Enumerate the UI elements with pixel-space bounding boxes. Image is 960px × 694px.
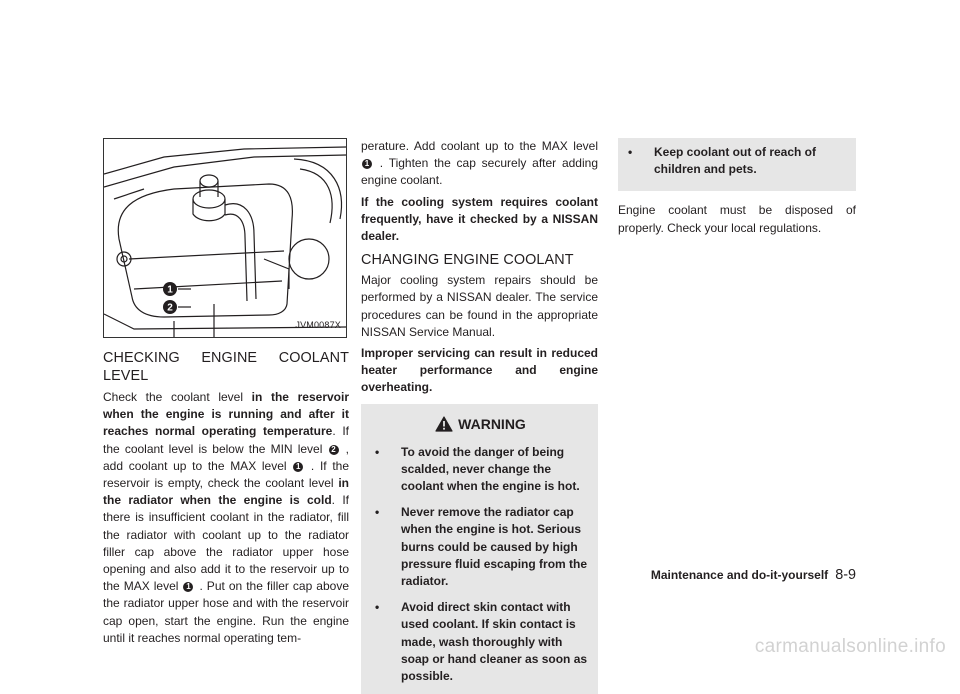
callout-1-marker: 1 — [362, 159, 372, 169]
improper-servicing-note: Improper servicing can result in reduced heater performance and engine overheating. — [361, 346, 598, 395]
warning-item: • Never remove the radiator cap when the engine is hot. Serious burns could be caused by high pressure fluid escaping from the radiator. — [375, 505, 588, 589]
warning-item: • Avoid direct skin contact with used coolant. If skin contact is made, wash thoroughly with soap or hand cleaner as soon as possible. — [375, 600, 588, 684]
warning-box — [361, 404, 598, 694]
figure-callout-1: 1 — [167, 284, 173, 296]
figure-code: JVM0087X — [295, 319, 341, 330]
callout-2-marker: 2 — [329, 445, 339, 455]
engine-coolant-reservoir-illustration — [103, 138, 347, 338]
column-left — [103, 138, 349, 651]
figure-callout-2: 2 — [167, 302, 173, 314]
column-middle — [361, 138, 598, 694]
warning-box-continued — [618, 138, 856, 191]
warning-item: • To avoid the danger of being scalded, never change the coolant when the engine is hot. — [375, 444, 580, 494]
continued-paragraph: perature. Add coolant up to the MAX level 1 . Tighten the cap securely after adding engine coolant. — [361, 139, 598, 188]
warning-title: WARNING — [373, 414, 588, 434]
footer-section-title: Maintenance and do-it-yourself — [650, 568, 829, 582]
page-footer — [630, 566, 856, 584]
callout-1-marker: 1 — [293, 462, 303, 472]
engine-bay-line-art — [104, 139, 346, 337]
dealer-check-note: If the cooling system requires coolant frequently, have it checked by a NISSAN dealer. — [361, 194, 598, 244]
watermark-text: carmanualsonline.info — [754, 636, 946, 657]
column-right — [618, 138, 856, 241]
callout-1-marker: 1 — [183, 582, 193, 592]
warning-list — [373, 444, 588, 686]
page-number: 8-9 — [835, 567, 856, 583]
disposal-paragraph: Engine coolant must be disposed of properly. Check your local regulations. — [618, 203, 856, 235]
heading-checking-coolant: CHECKING ENGINE COOLANT LEVEL — [103, 350, 349, 384]
warning-item: • Keep coolant out of reach of children and pets. — [628, 145, 817, 177]
warning-triangle-icon — [435, 416, 453, 432]
heading-changing-coolant: CHANGING ENGINE COOLANT — [361, 252, 574, 269]
checking-coolant-paragraph: Check the coolant level in the reservoir when the engine is running and after it reaches normal operating temperature. If the coolant level is below the MIN level 2 , add coolant up to the MAX level 1 . If the reservoir is empty, check the coolant level in the radiator when the engine is cold. If there is insufficient coolant in the radiator, fill the radiator with coolant up to the radiator filler cap above the radiator upper hose opening and also add it to the reservoir up to the MAX level 1 . Put on the filler cap above the radiator upper hose and with the reservoir cap open, start the engine. Run the engine until it reaches normal operating tem- — [103, 390, 350, 645]
changing-coolant-paragraph: Major cooling system repairs should be performed by a NISSAN dealer. The service procedures can be found in the appropriate NISSAN Service Manual. — [361, 273, 598, 339]
